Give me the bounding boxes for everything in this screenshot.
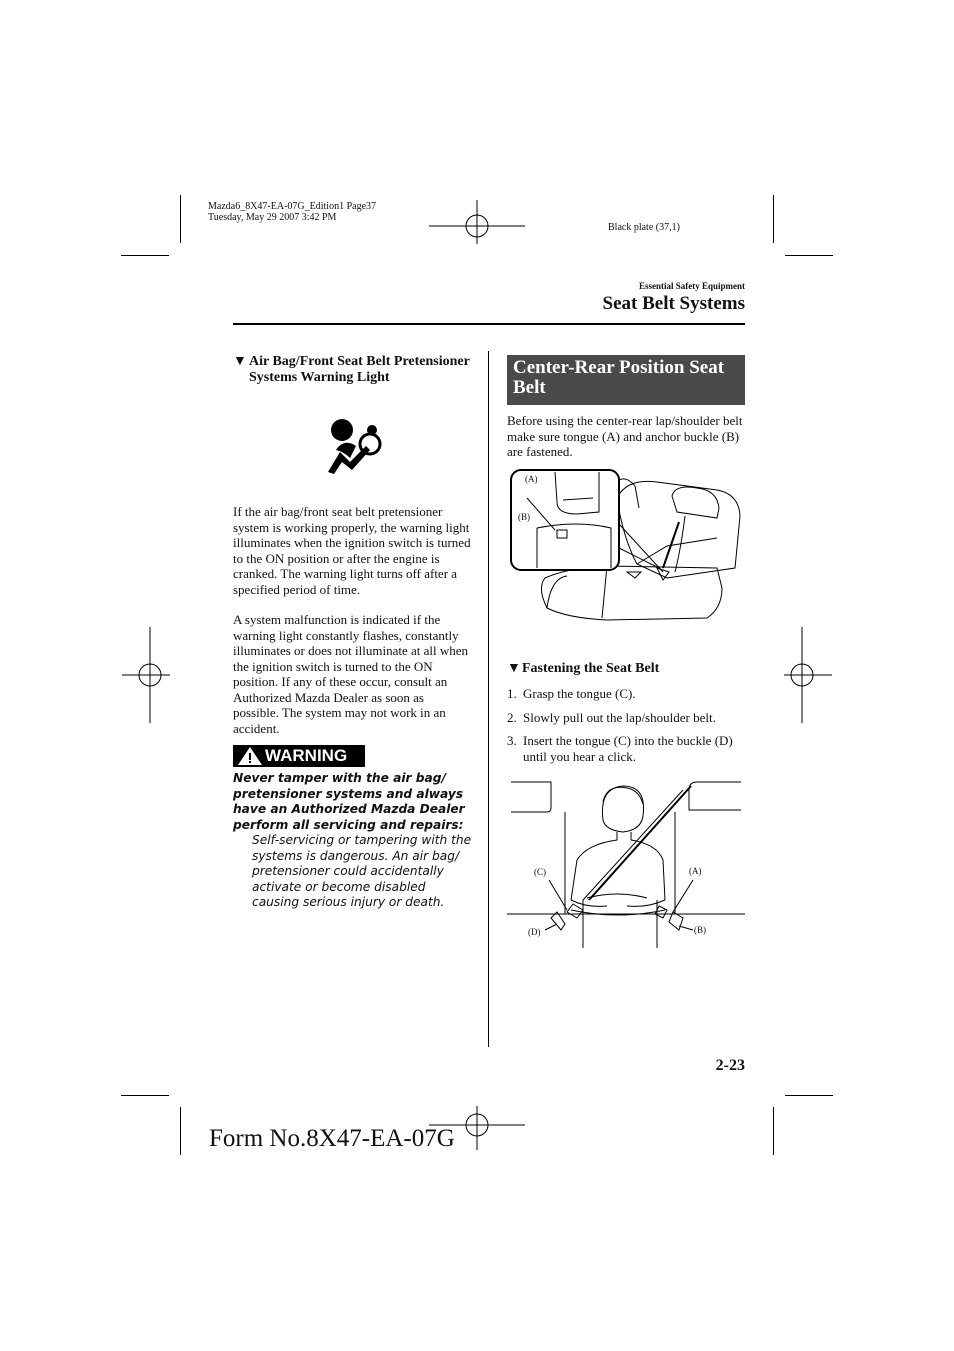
- fig1-label-b: (B): [518, 512, 530, 522]
- warning-bold-text: Never tamper with the air bag/ pretensioner systems and always have an Authorized Mazda Dealer perform all servicing and repairs:: [233, 771, 465, 832]
- print-file-line: Mazda6_8X47-EA-07G_Edition1 Page37: [208, 201, 377, 212]
- header-category: Essential Safety Equipment: [638, 281, 745, 291]
- warning-detail-text: Self-servicing or tampering with the systems is dangerous. An air bag/ pretensioner could accidentally activate or become disabled causing serious injury or death.: [252, 833, 472, 909]
- registration-target-icon: [429, 200, 525, 244]
- triangle-marker-icon: ▼: [233, 354, 247, 369]
- subsection-title: Fastening the Seat Belt: [522, 661, 660, 676]
- page-title: Seat Belt Systems: [602, 293, 745, 314]
- fastening-belt-illustration: [507, 780, 745, 948]
- warning-triangle-icon: [237, 746, 263, 766]
- subsection-heading: [507, 661, 745, 677]
- list-item: 3. Insert the tongue (C) into the buckle (D) until you hear a click.: [507, 733, 733, 764]
- print-plate: Black plate (37,1): [608, 222, 680, 233]
- form-number: Form No.8X47-EA-07G: [209, 1125, 455, 1152]
- list-item: 2. Slowly pull out the lap/shoulder belt.: [507, 709, 716, 725]
- warning-badge: [233, 745, 365, 767]
- column-divider: [488, 351, 489, 1047]
- header-rule: [233, 323, 745, 325]
- page-header: [233, 280, 745, 316]
- section-banner: Center-Rear Position Seat Belt: [507, 355, 745, 405]
- center-rear-intro: Before using the center-rear lap/shoulder belt make sure tongue (A) and anchor buckle (B) are fastened.: [507, 413, 743, 459]
- section-heading: [233, 354, 473, 386]
- registration-target-icon: [122, 627, 170, 723]
- fastening-steps: [507, 686, 745, 772]
- rear-seat-illustration: [507, 468, 745, 646]
- warning-light-description: If the air bag/front seat belt pretensioner system is working properly, the warning light illuminates when the ignition switch is turned to the ON position or after the engine is cranked. The warning light turns off after a specified period of time.: [233, 504, 471, 597]
- fig1-label-a: (A): [525, 474, 538, 484]
- section-title: Air Bag/Front Seat Belt Pretensioner Systems Warning Light: [249, 354, 470, 385]
- page-number: 2-23: [715, 1057, 745, 1074]
- list-item: 1. Grasp the tongue (C).: [507, 686, 636, 701]
- malfunction-description: A system malfunction is indicated if the warning light constantly flashes, constantly illuminates or does not illuminate at all when the ignition switch is turned to the ON position. If any of these occur, consult an Authorized Mazda Dealer as soon as possible. The system may not work in an accident.: [233, 612, 469, 736]
- fig2-label-b: (B): [694, 925, 706, 935]
- fig2-label-c: (C): [534, 867, 546, 877]
- warning-label: WARNING: [265, 746, 348, 765]
- registration-target-icon: [784, 627, 832, 723]
- fig2-label-d: (D): [528, 927, 541, 937]
- airbag-warning-light-icon: [322, 418, 382, 474]
- triangle-marker-icon: ▼: [507, 661, 521, 676]
- print-date-line: Tuesday, May 29 2007 3:42 PM: [208, 212, 337, 223]
- fig2-label-a: (A): [689, 866, 702, 876]
